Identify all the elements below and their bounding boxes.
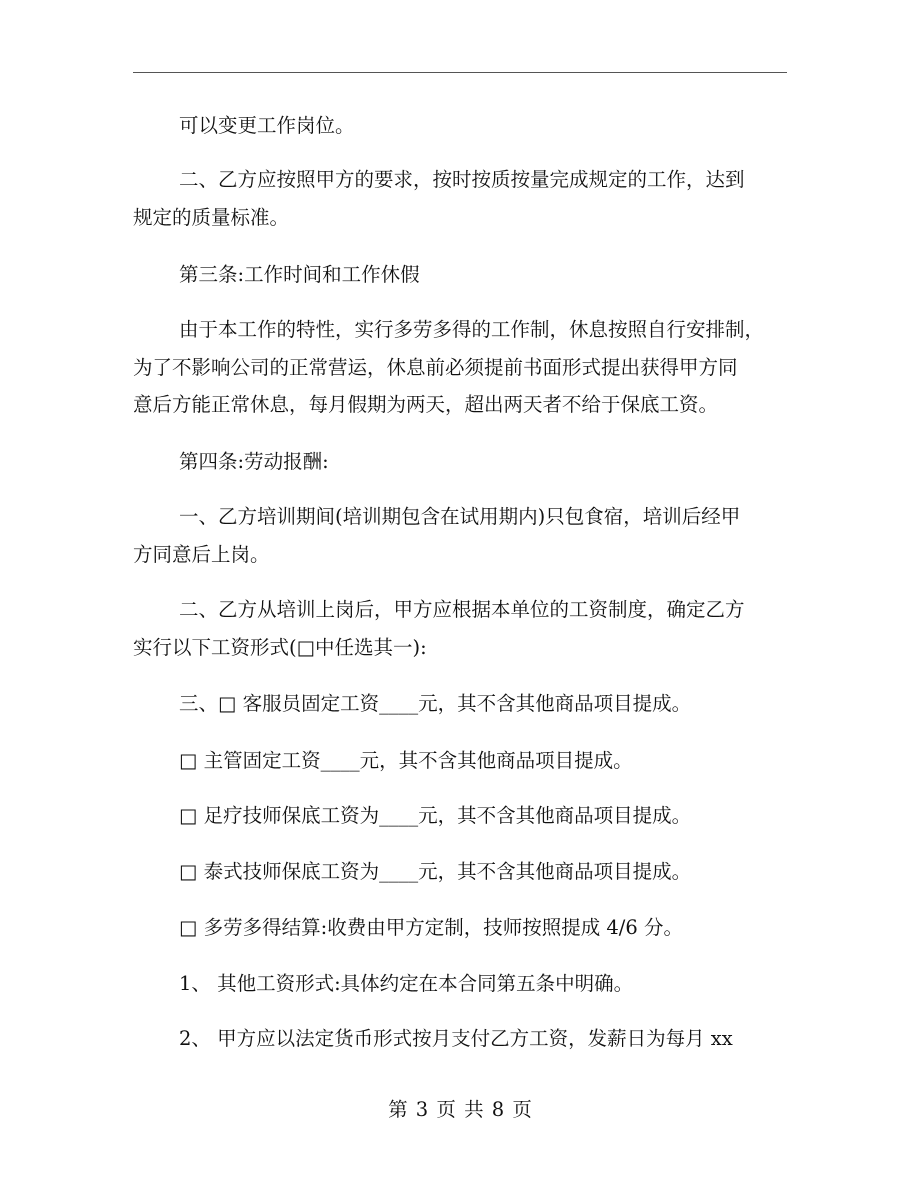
paragraph-continuation: 规定的质量标准。: [133, 206, 290, 229]
numbered-item: 2、 甲方应以法定货币形式按月支付乙方工资，发薪日为每月 xx: [179, 1027, 733, 1050]
paragraph-continuation: 为了不影响公司的正常营运，休息前必须提前书面形式提出获得甲方同: [133, 356, 738, 379]
paragraph-continuation: 意后方能正常休息，每月假期为两天，超出两天者不给于保底工资。: [133, 393, 719, 416]
paragraph: 一、乙方培训期间(培训期包含在试用期内)只包食宿，培训后经甲: [179, 505, 741, 528]
paragraph: 由于本工作的特性，实行多劳多得的工作制，休息按照自行安排制，: [179, 318, 765, 341]
section-heading: 第四条:劳动报酬:: [179, 450, 329, 473]
page-number: 第 3 页 共 8 页: [388, 1098, 532, 1121]
wage-option: □ 足疗技师保底工资为____元，其不含其他商品项目提成。: [179, 804, 692, 827]
paragraph: 二、乙方应按照甲方的要求，按时按质按量完成规定的工作，达到: [179, 168, 745, 191]
wage-option: □ 多劳多得结算:收费由甲方定制，技师按照提成 4/6 分。: [179, 916, 683, 939]
section-heading: 第三条:工作时间和工作休假: [179, 263, 420, 286]
numbered-item: 1、 其他工资形式:具体约定在本合同第五条中明确。: [179, 972, 634, 995]
paragraph-continuation: 方同意后上岗。: [133, 543, 270, 566]
paragraph: 可以变更工作岗位。: [179, 114, 355, 137]
wage-option: 三、□ 客服员固定工资____元，其不含其他商品项目提成。: [179, 692, 692, 715]
paragraph: 二、乙方从培训上岗后，甲方应根据本单位的工资制度，确定乙方: [179, 598, 745, 621]
header-rule: [133, 72, 787, 73]
wage-option: □ 主管固定工资____元，其不含其他商品项目提成。: [179, 749, 633, 772]
paragraph-continuation: 实行以下工资形式(□中任选其一):: [133, 636, 427, 659]
wage-option: □ 泰式技师保底工资为____元，其不含其他商品项目提成。: [179, 860, 692, 883]
